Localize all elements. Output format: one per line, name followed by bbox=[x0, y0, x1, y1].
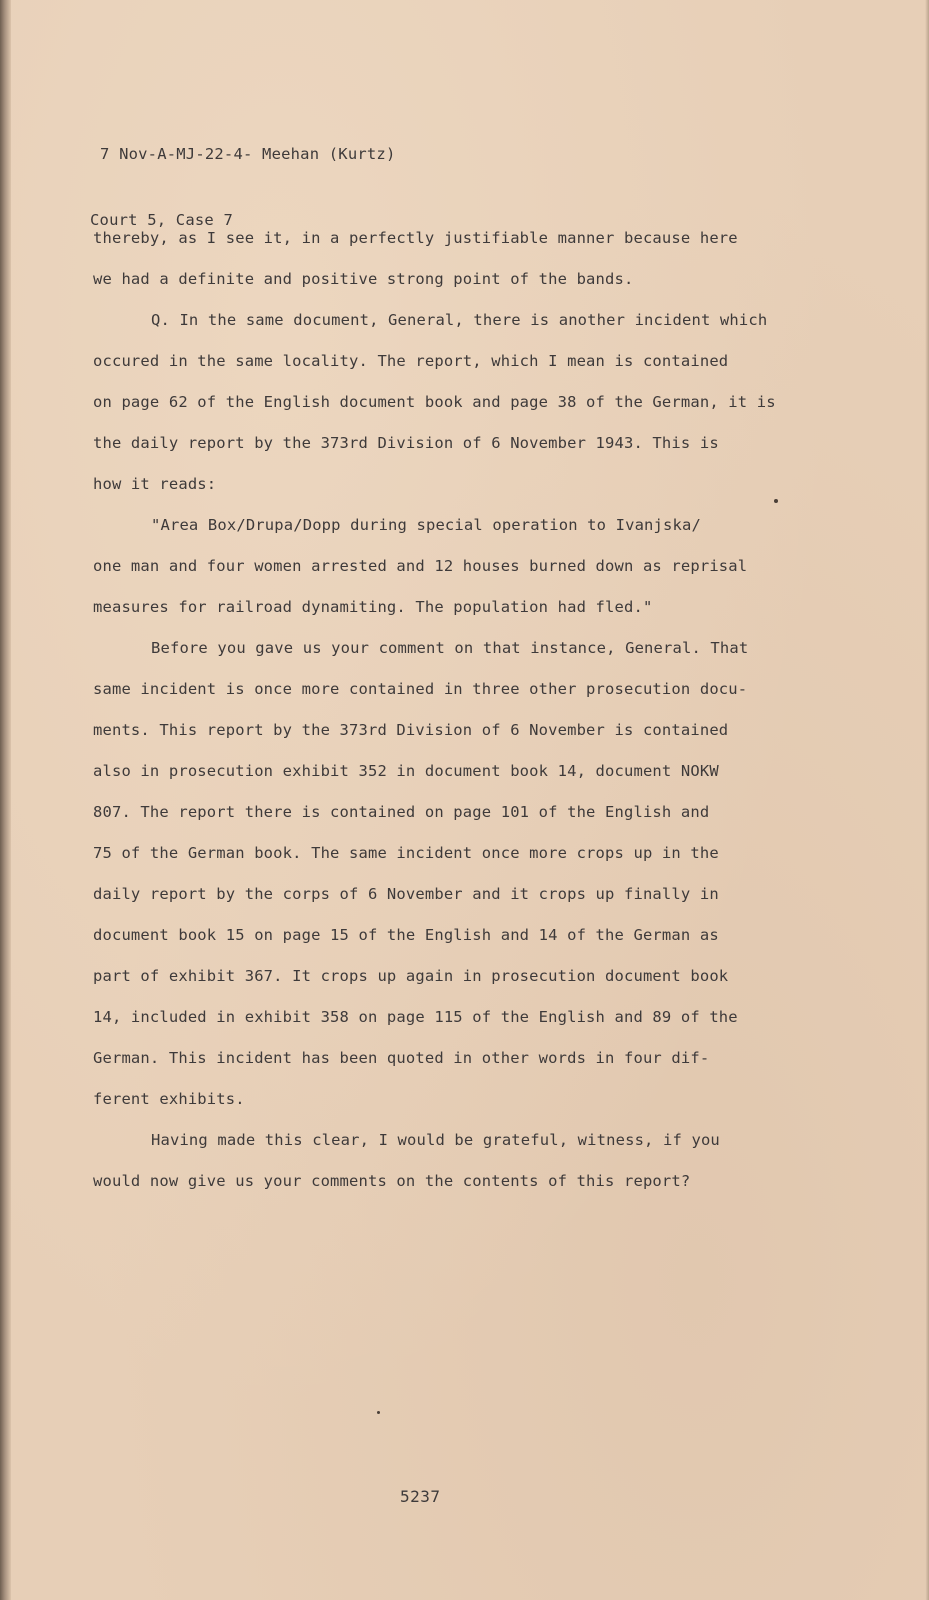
body-line: ments. This report by the 373rd Division of 6 November is contained bbox=[93, 721, 729, 739]
body-line: 75 of the German book. The same incident once more crops up in the bbox=[93, 844, 719, 862]
body-line: 807. The report there is contained on page 101 of the English and bbox=[93, 803, 710, 821]
paper-left-edge bbox=[0, 0, 11, 1600]
paper-speck bbox=[774, 499, 778, 503]
paper-speck bbox=[377, 1411, 380, 1414]
body-line: ferent exhibits. bbox=[93, 1090, 245, 1108]
body-line: Q. In the same document, General, there is another incident which bbox=[151, 311, 768, 329]
header-court-line: Court 5, Case 7 bbox=[90, 211, 233, 229]
transcript-body bbox=[93, 218, 833, 1202]
paper-right-edge bbox=[925, 0, 929, 1600]
body-line: German. This incident has been quoted in other words in four dif- bbox=[93, 1049, 710, 1067]
body-line: occured in the same locality. The report, which I mean is contained bbox=[93, 352, 729, 370]
body-line: how it reads: bbox=[93, 475, 217, 493]
body-line: same incident is once more contained in three other prosecution docu- bbox=[93, 680, 748, 698]
header-session-line: 7 Nov-A-MJ-22-4- Meehan (Kurtz) bbox=[100, 145, 396, 163]
body-line: measures for railroad dynamiting. The population had fled." bbox=[93, 598, 653, 616]
body-line: one man and four women arrested and 12 houses burned down as reprisal bbox=[93, 557, 748, 575]
page-number: 5237 bbox=[400, 1487, 441, 1506]
body-line: daily report by the corps of 6 November and it crops up finally in bbox=[93, 885, 719, 903]
body-line: we had a definite and positive strong point of the bands. bbox=[93, 270, 634, 288]
body-line: also in prosecution exhibit 352 in document book 14, document NOKW bbox=[93, 762, 719, 780]
body-line: would now give us your comments on the contents of this report? bbox=[93, 1172, 691, 1190]
body-line: Having made this clear, I would be grateful, witness, if you bbox=[151, 1131, 720, 1149]
body-line: on page 62 of the English document book and page 38 of the German, it is bbox=[93, 393, 776, 411]
body-line: "Area Box/Drupa/Dopp during special operation to Ivanjska/ bbox=[151, 516, 701, 534]
body-line: document book 15 on page 15 of the English and 14 of the German as bbox=[93, 926, 719, 944]
body-line: Before you gave us your comment on that instance, General. That bbox=[151, 639, 749, 657]
body-line: part of exhibit 367. It crops up again in prosecution document book bbox=[93, 967, 729, 985]
body-line: 14, included in exhibit 358 on page 115 of the English and 89 of the bbox=[93, 1008, 738, 1026]
body-line: the daily report by the 373rd Division of 6 November 1943. This is bbox=[93, 434, 719, 452]
body-line: thereby, as I see it, in a perfectly justifiable manner because here bbox=[93, 229, 738, 247]
